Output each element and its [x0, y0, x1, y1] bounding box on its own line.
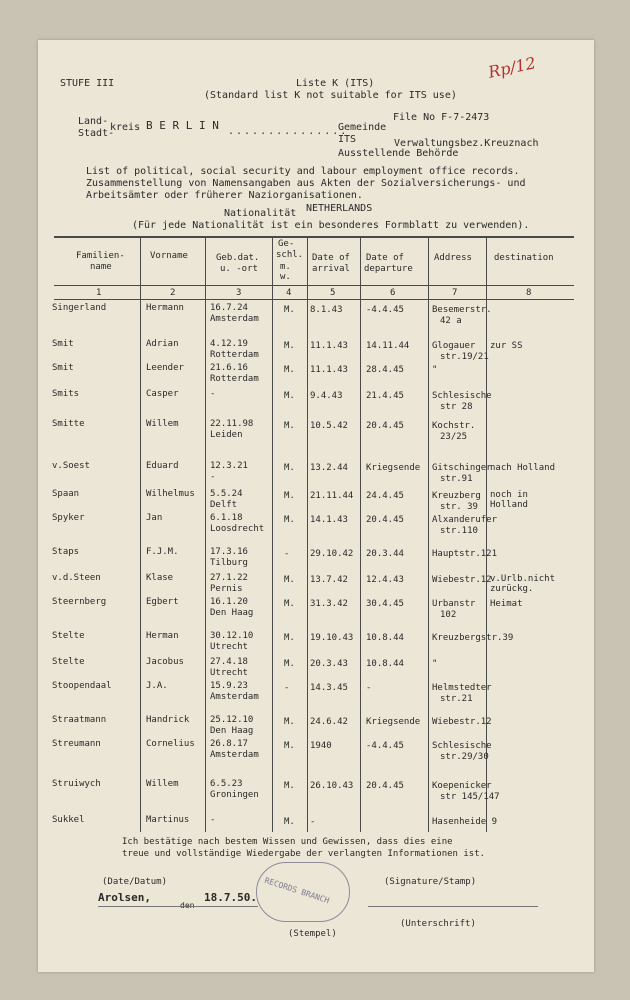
birth-place: Utrecht — [210, 642, 248, 652]
confirm-line-2: treue und vollständige Wiedergabe der verlangten Informationen ist. — [122, 849, 486, 859]
family-name: Spyker — [52, 513, 85, 523]
arrival-date: 10.5.42 — [310, 421, 348, 431]
col-header-sex-3: m. w. — [280, 262, 291, 282]
family-name: v.d.Steen — [52, 573, 101, 583]
birth-date: 4.12.19 — [210, 339, 248, 349]
signature-underline — [368, 906, 538, 907]
sex-value: M. — [284, 599, 295, 609]
col-header-departure: Date of — [366, 253, 404, 263]
col-number: 6 — [390, 288, 396, 298]
destination: nach Holland — [490, 463, 556, 473]
birth-place: - — [210, 472, 216, 482]
first-name: Casper — [146, 389, 179, 399]
col-header-dob-2: u. -ort — [220, 264, 258, 274]
col-number: 1 — [96, 288, 102, 298]
family-name: Smit — [52, 339, 74, 349]
birth-place: Amsterdam — [210, 692, 259, 702]
family-name: v.Soest — [52, 461, 90, 471]
stadt-label: Stadt- — [78, 128, 115, 139]
document-page — [38, 40, 594, 972]
address-line-1: " — [432, 365, 438, 375]
birth-date: 22.11.98 — [210, 419, 254, 429]
family-name: Stoopendaal — [52, 681, 112, 691]
arrival-date: 11.1.43 — [310, 341, 348, 351]
arrival-date: 31.3.42 — [310, 599, 348, 609]
departure-date: 10.8.44 — [366, 659, 404, 669]
col-header-arrival-2: arrival — [312, 264, 350, 274]
date-label: (Date/Datum) — [102, 877, 168, 887]
family-name: Struiwych — [52, 779, 101, 789]
confirm-line-1: Ich bestätige nach bestem Wissen und Gewissen, dass dies eine — [122, 837, 453, 847]
address-line-1: Alxanderufer — [432, 515, 498, 525]
date-value: 18.7.50. — [204, 891, 257, 904]
departure-date: -4.4.45 — [366, 741, 404, 751]
col-number: 2 — [170, 288, 176, 298]
birth-date: - — [210, 389, 216, 399]
birth-place: Rotterdam — [210, 374, 259, 384]
family-name: Straatmann — [52, 715, 107, 725]
arrival-date: 8.1.43 — [310, 305, 343, 315]
arrival-date: 24.6.42 — [310, 717, 348, 727]
family-name: Singerland — [52, 303, 107, 313]
col-header-name-2: name — [90, 262, 112, 272]
birth-place: Den Haag — [210, 726, 254, 736]
departure-date: -4.4.45 — [366, 305, 404, 315]
birth-date: 25.12.10 — [210, 715, 254, 725]
departure-date: 28.4.45 — [366, 365, 404, 375]
departure-date: Kriegsende — [366, 717, 421, 727]
sex-value: M. — [284, 817, 295, 827]
sex-value: M. — [284, 741, 295, 751]
arrival-date: 29.10.42 — [310, 549, 354, 559]
col-number: 8 — [526, 288, 532, 298]
sex-value: - — [284, 683, 290, 693]
arrival-date: 13.7.42 — [310, 575, 348, 585]
birth-date: 15.9.23 — [210, 681, 248, 691]
column-divider — [428, 236, 429, 832]
first-name: Egbert — [146, 597, 179, 607]
family-name: Spaan — [52, 489, 80, 499]
family-name: Smits — [52, 389, 80, 399]
birth-place: Pernis — [210, 584, 243, 594]
departure-date: 20.4.45 — [366, 781, 404, 791]
birth-place: Amsterdam — [210, 314, 259, 324]
birth-place: Rotterdam — [210, 350, 259, 360]
sex-value: M. — [284, 659, 295, 669]
col-header-dob: Geb.dat. — [216, 253, 260, 263]
col-header-sex-2: schl. — [276, 250, 304, 260]
departure-date: 10.8.44 — [366, 633, 404, 643]
col-header-destination: destination — [494, 253, 554, 263]
arrival-date: 1940 — [310, 741, 332, 751]
birth-place: Groningen — [210, 790, 259, 800]
intro-line-1: List of political, social security and labour employment office records. — [86, 166, 520, 177]
stempel-label: (Stempel) — [288, 929, 337, 939]
address-line-2: str 28 — [440, 402, 473, 412]
address-line-1: Glogauer — [432, 341, 476, 351]
address-line-1: Koepenicker — [432, 781, 492, 791]
destination: noch in Holland — [490, 490, 528, 510]
signature-label: (Signature/Stamp) — [384, 877, 477, 887]
address-line-2: str. 39 — [440, 502, 478, 512]
departure-date: 20.4.45 — [366, 515, 404, 525]
birth-date: 12.3.21 — [210, 461, 248, 471]
address-line-1: Kochstr. — [432, 421, 476, 431]
address-line-1: Helmstedter — [432, 683, 492, 693]
col-header-departure-2: departure — [364, 264, 413, 274]
birth-date: 27.4.18 — [210, 657, 248, 667]
departure-date: 24.4.45 — [366, 491, 404, 501]
col-header-name: Familien- — [76, 251, 125, 261]
birth-place: Utrecht — [210, 668, 248, 678]
col-header-arrival: Date of — [312, 253, 350, 263]
birth-place: Amsterdam — [210, 750, 259, 760]
birth-date: 6.5.23 — [210, 779, 243, 789]
first-name: Willem — [146, 419, 179, 429]
address-line-1: Wiebestr.12 — [432, 717, 492, 727]
sex-value: M. — [284, 717, 295, 727]
its-label: ITS — [338, 134, 357, 145]
address-line-2: str.19/21 — [440, 352, 489, 362]
destination: zur SS — [490, 341, 523, 351]
departure-date: - — [366, 683, 372, 693]
family-name: Steernberg — [52, 597, 107, 607]
date-underline — [98, 906, 258, 907]
address-line-2: str.91 — [440, 474, 473, 484]
kreis-dots: ............... — [228, 126, 349, 137]
verwaltung-value: Verwaltungsbez.Kreuznach — [394, 138, 539, 149]
address-line-1: Urbanstr — [432, 599, 476, 609]
col-number: 4 — [286, 288, 292, 298]
sex-value: - — [284, 549, 290, 559]
column-divider — [205, 236, 206, 832]
first-name: Jacobus — [146, 657, 184, 667]
first-name: Martinus — [146, 815, 190, 825]
birth-date: 16.1.20 — [210, 597, 248, 607]
arrival-date: 21.11.44 — [310, 491, 354, 501]
col-header-sex: Ge- — [278, 239, 295, 249]
sex-value: M. — [284, 421, 295, 431]
nationality-value: NETHERLANDS — [306, 203, 373, 214]
column-divider — [307, 236, 308, 832]
intro-line-3: Arbeitsämter oder früherer Naziorganisationen. — [86, 190, 363, 201]
birth-place: Delft — [210, 500, 238, 510]
departure-date: 14.11.44 — [366, 341, 410, 351]
col-header-first: Vorname — [150, 251, 188, 261]
address-line-1: Hauptstr.121 — [432, 549, 498, 559]
kreis-value: B E R L I N — [146, 119, 219, 132]
col-number: 7 — [452, 288, 458, 298]
arrival-date: 26.10.43 — [310, 781, 354, 791]
col-number: 3 — [236, 288, 242, 298]
first-name: Handrick — [146, 715, 190, 725]
birth-place: Leiden — [210, 430, 243, 440]
address-line-1: Besemerstr. — [432, 305, 492, 315]
intro-line-2: Zusammenstellung von Namensangaben aus Akten der Sozialversicherungs- und — [86, 178, 526, 189]
table-top-rule — [54, 236, 574, 238]
sex-value: M. — [284, 515, 295, 525]
birth-date: 17.3.16 — [210, 547, 248, 557]
col-header-address: Address — [434, 253, 472, 263]
gemeinde-label: Gemeinde — [338, 122, 387, 133]
birth-date: 16.7.24 — [210, 303, 248, 313]
nationality-note: (Für jede Nationalität ist ein besonderes Formblatt zu verwenden). — [132, 220, 530, 231]
address-line-2: str.110 — [440, 526, 478, 536]
nationality-label: Nationalität — [224, 208, 297, 219]
family-name: Staps — [52, 547, 80, 557]
departure-date: 30.4.45 — [366, 599, 404, 609]
family-name: Sukkel — [52, 815, 85, 825]
table-header-rule — [54, 285, 574, 286]
arrival-date: 14.3.45 — [310, 683, 348, 693]
departure-date: Kriegsende — [366, 463, 421, 473]
sex-value: M. — [284, 365, 295, 375]
birth-date: 21.6.16 — [210, 363, 248, 373]
ausstellende-label: Ausstellende Behörde — [338, 148, 459, 159]
address-line-1: Hasenheide 9 — [432, 817, 498, 827]
first-name: Eduard — [146, 461, 179, 471]
family-name: Stelte — [52, 631, 85, 641]
sex-value: M. — [284, 341, 295, 351]
column-divider — [360, 236, 361, 832]
unterschrift-label: (Unterschrift) — [400, 919, 476, 929]
address-line-1: Wiebestr.12 — [432, 575, 492, 585]
column-divider — [272, 236, 273, 832]
first-name: Herman — [146, 631, 179, 641]
address-line-1: Schlesische — [432, 391, 492, 401]
col-number: 5 — [330, 288, 336, 298]
arrival-date: 19.10.43 — [310, 633, 354, 643]
address-line-2: str 145/147 — [440, 792, 500, 802]
birth-place: Tilburg — [210, 558, 248, 568]
land-label: Land- — [78, 116, 109, 127]
first-name: Klase — [146, 573, 174, 583]
first-name: F.J.M. — [146, 547, 179, 557]
arrival-date: 13.2.44 — [310, 463, 348, 473]
sex-value: M. — [284, 305, 295, 315]
stamp-text: RECORDS BRANCH — [263, 875, 331, 906]
arrival-date: 11.1.43 — [310, 365, 348, 375]
sex-value: M. — [284, 781, 295, 791]
liste-title: Liste K (ITS) — [296, 78, 375, 89]
address-line-2: str.29/30 — [440, 752, 489, 762]
birth-date: 27.1.22 — [210, 573, 248, 583]
birth-date: 30.12.10 — [210, 631, 254, 641]
first-name: Cornelius — [146, 739, 195, 749]
address-line-1: Gitschinger — [432, 463, 492, 473]
handwritten-note: Rp/12 — [486, 53, 538, 82]
first-name: Leender — [146, 363, 184, 373]
first-name: Jan — [146, 513, 163, 523]
first-name: Hermann — [146, 303, 184, 313]
sex-value: M. — [284, 575, 295, 585]
birth-date: 26.8.17 — [210, 739, 248, 749]
standard-note: (Standard list K not suitable for ITS use) — [204, 90, 457, 101]
birth-date: 6.1.18 — [210, 513, 243, 523]
birth-place: Den Haag — [210, 608, 254, 618]
departure-date: 21.4.45 — [366, 391, 404, 401]
arrival-date: 20.3.43 — [310, 659, 348, 669]
place-value: Arolsen, — [98, 891, 151, 904]
first-name: J.A. — [146, 681, 168, 691]
first-name: Adrian — [146, 339, 179, 349]
departure-date: 12.4.43 — [366, 575, 404, 585]
family-name: Smitte — [52, 419, 85, 429]
address-line-1: Kreuzbergstr.39 — [432, 633, 514, 643]
birth-place: Loosdrecht — [210, 524, 265, 534]
table-number-rule — [54, 299, 574, 300]
file-number: File No F-7-2473 — [393, 112, 490, 123]
arrival-date: 9.4.43 — [310, 391, 343, 401]
address-line-1: " — [432, 659, 438, 669]
arrival-date: - — [310, 817, 316, 827]
address-line-2: 23/25 — [440, 432, 468, 442]
destination: Heimat — [490, 599, 523, 609]
destination: v.Urlb.nicht zurückg. — [490, 574, 556, 594]
sex-value: M. — [284, 633, 295, 643]
address-line-2: 42 a — [440, 316, 462, 326]
column-divider — [140, 236, 141, 832]
birth-date: - — [210, 815, 216, 825]
sex-value: M. — [284, 463, 295, 473]
address-line-2: 102 — [440, 610, 457, 620]
family-name: Smit — [52, 363, 74, 373]
first-name: Wilhelmus — [146, 489, 195, 499]
address-line-1: Kreuzberg — [432, 491, 481, 501]
family-name: Streumann — [52, 739, 101, 749]
kreis-label: kreis — [110, 122, 141, 133]
sex-value: M. — [284, 391, 295, 401]
departure-date: 20.4.45 — [366, 421, 404, 431]
sex-value: M. — [284, 491, 295, 501]
family-name: Stelte — [52, 657, 85, 667]
arrival-date: 14.1.43 — [310, 515, 348, 525]
birth-date: 5.5.24 — [210, 489, 243, 499]
records-stamp — [256, 862, 350, 922]
address-line-2: str.21 — [440, 694, 473, 704]
stufe-label: STUFE III — [60, 78, 115, 89]
first-name: Willem — [146, 779, 179, 789]
departure-date: 20.3.44 — [366, 549, 404, 559]
address-line-1: Schlesische — [432, 741, 492, 751]
